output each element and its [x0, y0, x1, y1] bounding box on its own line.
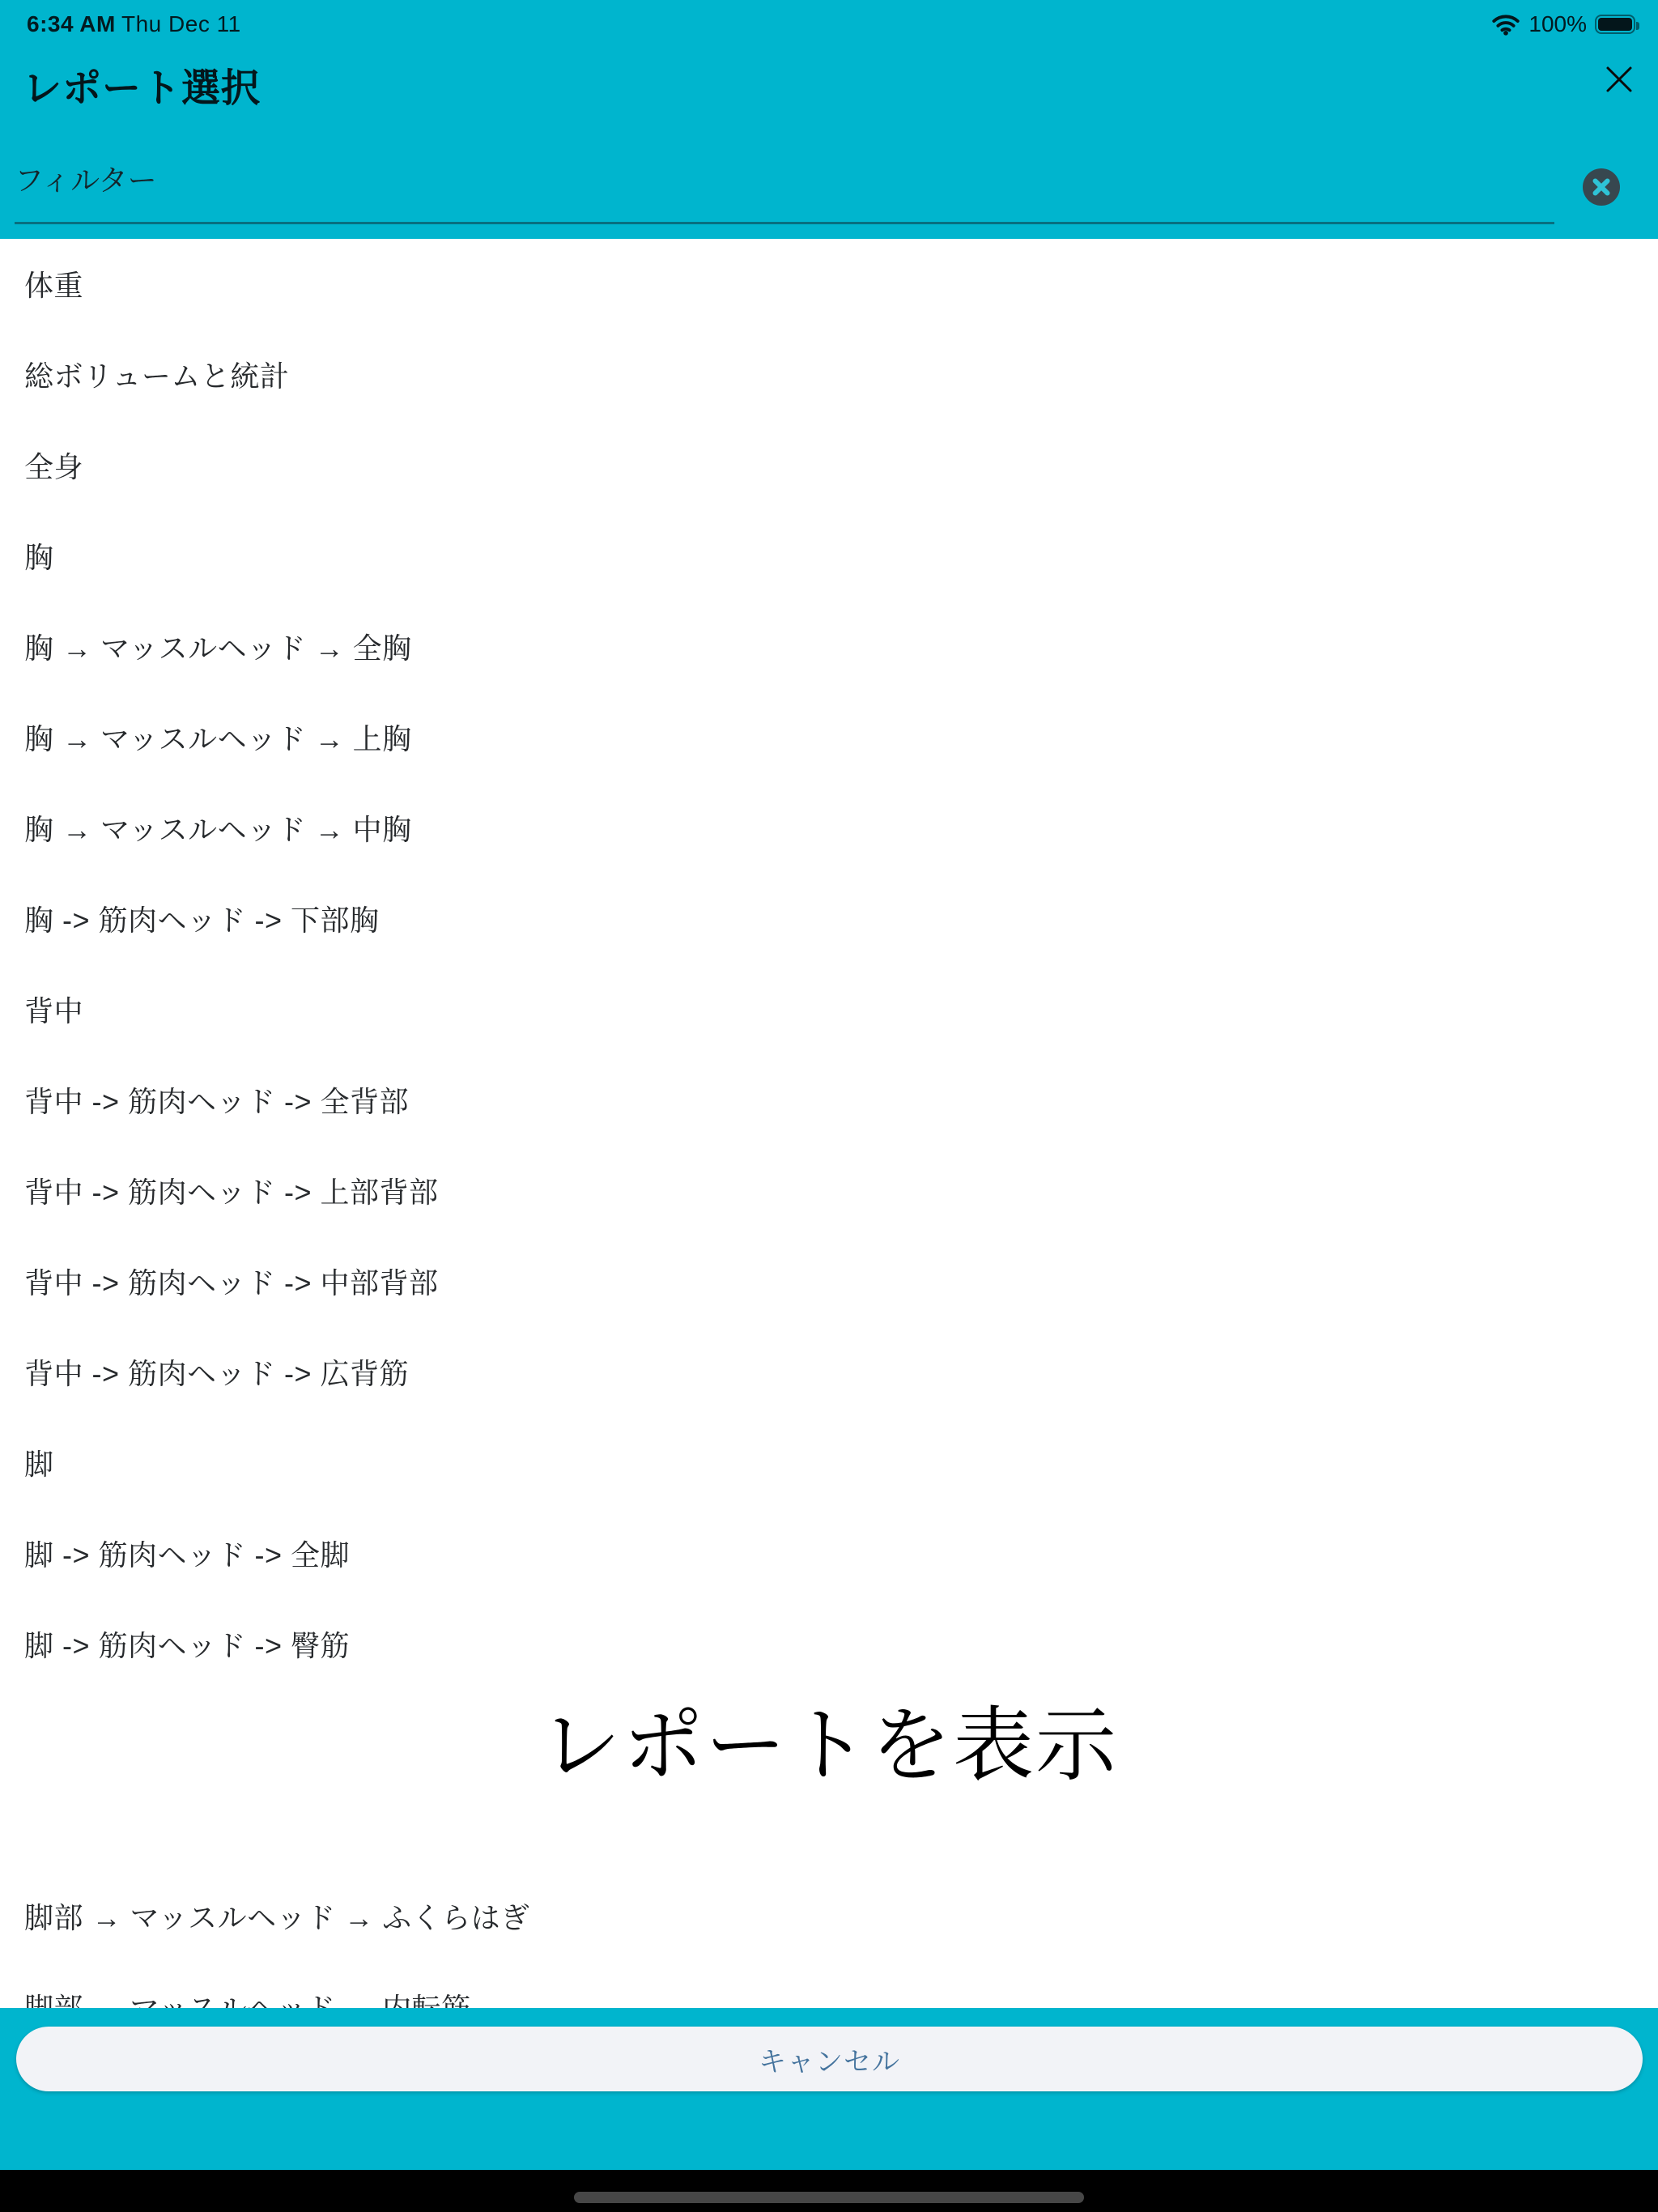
list-item-label: 脚 -> 筋肉ヘッド -> 臀筋 — [24, 1628, 351, 1662]
list-item[interactable] — [0, 782, 1658, 873]
list-item-label: 脚 -> 筋肉ヘッド -> 全脚 — [24, 1538, 351, 1572]
list-item[interactable] — [0, 1417, 1658, 1508]
status-time: 6:34 AM — [27, 11, 116, 36]
list-item[interactable] — [0, 691, 1658, 782]
system-bottom-strip — [0, 2170, 1658, 2212]
list-item[interactable] — [0, 1870, 1658, 1961]
clear-icon — [1582, 168, 1621, 206]
list-item-label: 背中 -> 筋肉ヘッド -> 広背筋 — [24, 1356, 410, 1390]
home-indicator[interactable] — [574, 2192, 1084, 2203]
list-item[interactable] — [0, 963, 1658, 1054]
list-item[interactable] — [0, 329, 1658, 419]
list-item-label: 総ボリュームと統計 — [24, 359, 290, 393]
list-item[interactable] — [0, 873, 1658, 963]
clear-filter-button[interactable] — [1582, 168, 1621, 206]
report-list — [0, 238, 1658, 2052]
status-indicators — [1491, 8, 1635, 40]
list-item-label: 胸 — [24, 540, 54, 574]
list-item[interactable] — [0, 601, 1658, 691]
list-item-label: 背中 -> 筋肉ヘッド -> 全背部 — [24, 1084, 410, 1118]
list-item[interactable] — [0, 1236, 1658, 1326]
status-bar — [0, 6, 1658, 42]
list-item-label: 背中 -> 筋肉ヘッド -> 上部背部 — [24, 1175, 439, 1209]
filter-input[interactable] — [15, 154, 1553, 207]
list-item-label: 背中 -> 筋肉ヘッド -> 中部背部 — [24, 1266, 439, 1300]
list-item[interactable] — [0, 238, 1658, 329]
list-item-label: 脚部 → マッスルヘッド → ふくらはぎ — [24, 1900, 530, 1934]
list-item-label: 胸 → マッスルヘッド → 全胸 — [24, 631, 412, 665]
list-item[interactable] — [0, 1145, 1658, 1236]
wifi-icon — [1491, 13, 1520, 36]
list-item-label: 背中 — [24, 993, 84, 1027]
list-item-label: 体重 — [24, 268, 84, 302]
close-button[interactable] — [1600, 60, 1639, 99]
show-report-button[interactable] — [0, 1689, 1658, 1870]
page-title: レポート選択 — [23, 67, 261, 110]
battery-percent: 100% — [1528, 11, 1587, 36]
filter-section — [0, 151, 1658, 232]
list-item[interactable] — [0, 1598, 1658, 1689]
list-item[interactable] — [0, 419, 1658, 510]
show-report-label: レポートを表示 — [540, 1700, 1118, 1791]
header — [0, 0, 1658, 239]
list-item[interactable] — [0, 510, 1658, 601]
battery-icon — [1595, 15, 1635, 34]
filter-underline — [15, 222, 1554, 224]
close-icon — [1605, 66, 1633, 93]
list-item-label: 胸 → マッスルヘッド → 上胸 — [24, 721, 412, 755]
cancel-button[interactable]: キャンセル — [16, 2027, 1643, 2091]
list-item-label: 胸 → マッスルヘッド → 中胸 — [24, 812, 412, 846]
status-date: Thu Dec 11 — [121, 11, 241, 36]
list-item-label: 全身 — [24, 449, 84, 483]
list-item[interactable] — [0, 1508, 1658, 1598]
list-item-label: 脚 — [24, 1447, 54, 1481]
list-item[interactable] — [0, 1326, 1658, 1417]
footer-bar — [0, 2008, 1658, 2170]
list-item-label: 胸 -> 筋肉ヘッド -> 下部胸 — [24, 903, 380, 937]
list-item[interactable] — [0, 1054, 1658, 1145]
